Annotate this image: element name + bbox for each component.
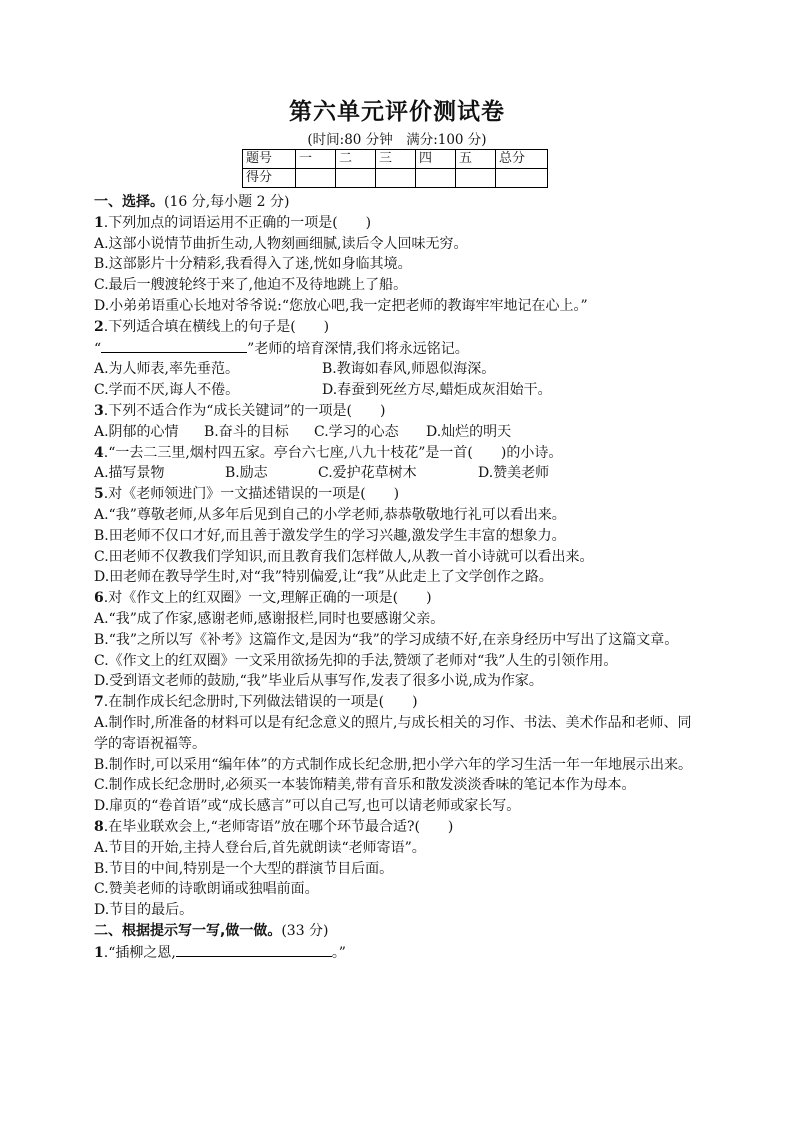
question-number: 3 <box>94 402 104 419</box>
answer-blank[interactable] <box>101 338 247 353</box>
score-cell[interactable] <box>336 169 376 188</box>
question-text: .在毕业联欢会上,“老师寄语”放在哪个环节最合适?( ) <box>103 818 454 835</box>
option-d: D.扉页的“卷首语”或“成长感言”可以自己写,也可以请老师或家长写。 <box>94 798 521 815</box>
score-cell[interactable] <box>416 169 456 188</box>
question-text: .下列不适合作为“成长关键词”的一项是( ) <box>103 402 386 419</box>
question-number: 2 <box>94 318 104 335</box>
question-stem <box>94 213 704 234</box>
question-text: .下列加点的词语运用不正确的一项是( ) <box>103 214 372 231</box>
question-stem <box>94 443 704 464</box>
option-d: D.赞美老师 <box>478 465 550 482</box>
score-header-cell: 四 <box>416 150 456 169</box>
question-stem <box>94 401 704 422</box>
question-stem <box>94 317 704 338</box>
question-text: .“一去二三里,烟村四五家。亭台六七座,八九十枝花”是一首( )的小诗。 <box>103 444 563 461</box>
option-d: D.小弟弟语重心长地对爷爷说:“您放心吧,我一定把老师的教诲牢牢地记在心上。” <box>94 297 588 314</box>
question-text: .下列适合填在横线上的句子是( ) <box>103 318 330 335</box>
option-b: B.田老师不仅口才好,而且善于激发学生的学习兴趣,激发学生丰富的想象力。 <box>94 527 566 544</box>
options-row <box>94 422 704 443</box>
score-header-cell: 五 <box>456 150 496 169</box>
option-b: B.这部影片十分精彩,我看得入了迷,恍如身临其境。 <box>94 256 412 273</box>
score-header-cell: 三 <box>376 150 416 169</box>
score-cell[interactable] <box>296 169 336 188</box>
option-c: C.赞美老师的诗歌朗诵或独唱前面。 <box>94 881 319 898</box>
option-a: A.描写景物 <box>94 465 165 482</box>
question-number: 1 <box>94 944 104 961</box>
option-a: A.这部小说情节曲折生动,人物刻画细腻,读后令人回味无穷。 <box>94 235 468 252</box>
option-c: C.最后一艘渡轮终于来了,他迫不及待地跳上了船。 <box>94 277 408 294</box>
option-a: A.为人师表,率先垂范。 <box>94 361 240 378</box>
section-heading <box>94 921 704 942</box>
option-a: A.“我”尊敬老师,从多年后见到自己的小学老师,恭恭敬敬地行礼可以看出来。 <box>94 506 566 523</box>
question-stem <box>94 942 704 964</box>
question-text: .对《作文上的红双圈》一文,理解正确的一项是( ) <box>103 590 432 607</box>
question-text: .“插柳之恩, <box>103 944 176 961</box>
score-table-header-row <box>243 150 548 169</box>
option-c: C.学而不厌,诲人不倦。 <box>94 382 240 399</box>
exam-body <box>94 192 704 963</box>
exam-info: (时间:80 分钟 满分:100 分) <box>307 132 487 148</box>
option-b: B.励志 <box>225 465 268 482</box>
score-header-cell: 题号 <box>243 150 296 169</box>
options-row <box>94 380 704 401</box>
score-cell[interactable] <box>376 169 416 188</box>
score-table <box>242 149 548 188</box>
page-title: 第六单元评价测试卷 <box>289 99 505 125</box>
score-cell[interactable] <box>496 169 548 188</box>
option-c: C.学习的心态 <box>314 423 399 440</box>
option-d: D.春蚕到死丝方尽,蜡炬成灰泪始干。 <box>322 382 552 399</box>
option-b: B.教诲如春风,师恩似海深。 <box>322 361 496 378</box>
score-table-score-row <box>243 169 548 188</box>
option-d: D.受到语文老师的鼓励,“我”毕业后从事写作,发表了很多小说,成为作家。 <box>94 673 543 690</box>
option-b: B.“我”之所以写《补考》这篇作文,是因为“我”的学习成绩不好,在亲身经历中写出了这篇文章。 <box>94 631 679 648</box>
question-number: 5 <box>94 486 104 503</box>
score-header-cell: 总分 <box>496 150 548 169</box>
question-text-end: 。” <box>331 944 346 961</box>
option-b: B.制作时,可以采用“编年体”的方式制作成长纪念册,把小学六年的学习生活一年一年地展示出来。 <box>94 756 692 773</box>
option-d: D.田老师在教导学生时,对“我”特别偏爱,让“我”从此走上了文学创作之路。 <box>94 569 553 586</box>
option-c: C.《作文上的红双圈》一文采用欲扬先抑的手法,赞颂了老师对“我”人生的引领作用。 <box>94 652 618 669</box>
section-heading <box>94 192 704 213</box>
question-stem <box>94 484 704 505</box>
option-a: A.制作时,所准备的材料可以是有纪念意义的照片,与成长相关的习作、书法、美术作品和老师、同学的寄语祝福等。 <box>94 714 692 752</box>
score-row-label: 得分 <box>243 169 296 188</box>
option-c: C.爱护花草树木 <box>318 465 417 482</box>
option-d: D.节目的最后。 <box>94 902 194 919</box>
option-a: A.阴郁的心情 <box>94 423 179 440</box>
score-header-cell: 一 <box>296 150 336 169</box>
option-b: B.奋斗的目标 <box>204 423 289 440</box>
section-title: 二、根据提示写一写,做一做。 <box>94 922 282 939</box>
quote-rest: ”老师的培育深情,我们将永远铭记。 <box>247 340 469 357</box>
question-number: 6 <box>94 590 104 607</box>
option-a: A.“我”成了作家,感谢老师,感谢报栏,同时也要感谢父亲。 <box>94 610 445 627</box>
options-row <box>94 463 704 484</box>
answer-blank[interactable] <box>176 942 332 957</box>
section-title: 一、选择。 <box>94 194 164 210</box>
question-number: 4 <box>94 444 104 461</box>
option-a: A.节目的开始,主持人登台后,首先就朗读“老师寄语”。 <box>94 839 426 856</box>
question-number: 8 <box>94 818 104 835</box>
options-row <box>94 359 704 380</box>
question-stem <box>94 588 704 609</box>
question-number: 7 <box>94 694 104 711</box>
score-header-cell: 二 <box>336 150 376 169</box>
question-text: .在制作成长纪念册时,下列做法错误的一项是( ) <box>103 694 418 711</box>
question-text: .对《老师领进门》一文描述错误的一项是( ) <box>103 486 400 503</box>
option-d: D.灿烂的明天 <box>426 423 512 440</box>
question-number: 1 <box>94 214 104 231</box>
question-stem <box>94 817 704 838</box>
quote-open: “ <box>94 340 102 357</box>
option-c: C.田老师不仅教我们学知识,而且教育我们怎样做人,从教一首小诗就可以看出来。 <box>94 548 594 565</box>
section-note: (33 分) <box>281 922 329 939</box>
option-c: C.制作成长纪念册时,必须买一本装饰精美,带有音乐和散发淡淡香味的笔记本作为母本。 <box>94 777 636 794</box>
option-b: B.节目的中间,特别是一个大型的群演节目后面。 <box>94 860 394 877</box>
score-cell[interactable] <box>456 169 496 188</box>
question-stem <box>94 692 704 713</box>
section-note: (16 分,每小题 2 分) <box>164 194 290 210</box>
fill-in-line <box>94 338 704 360</box>
